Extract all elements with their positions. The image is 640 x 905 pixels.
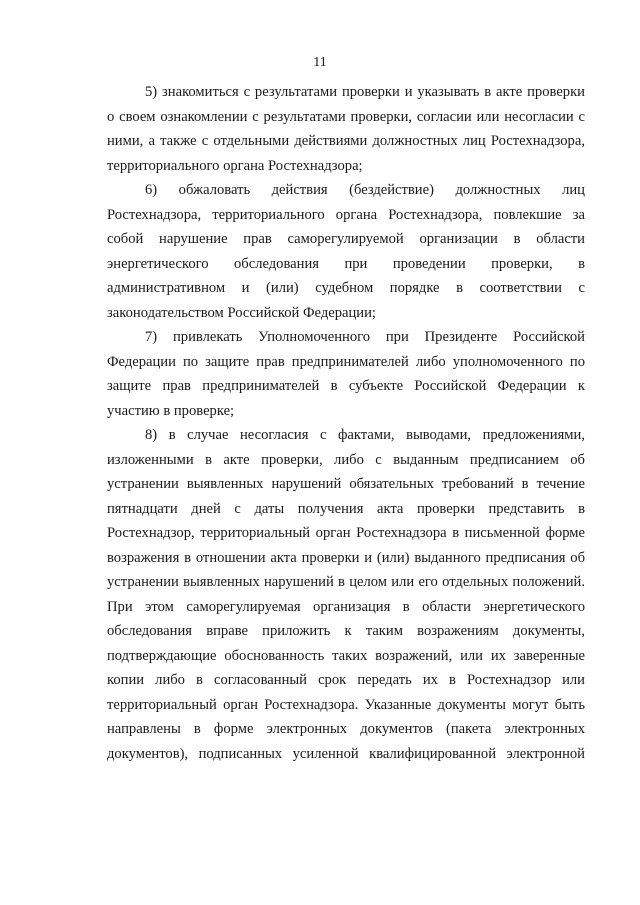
paragraph-item-6: 6) обжаловать действия (бездействие) должностных лиц Ростехнадзора, территориального органа Ростехнадзора, повлекшие за собой нарушение прав саморегулируемой организации в области энергетического обследования при проведении проверки, в административном и (или) судебном порядке в соответствии с законодательством Российской Федерации; [107, 182, 585, 321]
paragraph-item-5: 5) знакомиться с результатами проверки и указывать в акте проверки о своем ознакомлении с результатами проверки, согласии или несогласии с ними, а также с отдельными действиями должностных лиц Ростехнадзора, территориального органа Ростехнадзора; [107, 84, 585, 174]
paragraph-item-7: 7) привлекать Уполномоченного при Президенте Российской Федерации по защите прав предпринимателей либо уполномоченного по защите прав предпринимателей в субъекте Российской Федерации к участию в проверке; [107, 329, 585, 419]
paragraph-item-8: 8) в случае несогласия с фактами, выводами, предложениями, изложенными в акте проверки, либо с выданным предписанием об устранении выявленных нарушений обязательных требований в течение пятнадцати дней с даты получения акта проверки представить в Ростехнадзор, территориальный орган Ростехнадзора в письменной форме возражения в отношении акта проверки и (или) выданного предписания об устранении выявленных нарушений в целом или его отдельных положений. При этом саморегулируемая организация в области энергетического обследования вправе приложить к таким возражениям документы, подтверждающие обоснованность таких возражений, или их заверенные копии либо в согласованный срок передать их в Ростехнадзор или территориальный орган Ростехнадзора. Указанные документы могут быть направлены в форме электронных документов (пакета электронных документов), подписанных усиленной квалифицированной электронной [107, 427, 585, 762]
document-body [107, 80, 585, 766]
page-number: 11 [313, 55, 327, 70]
